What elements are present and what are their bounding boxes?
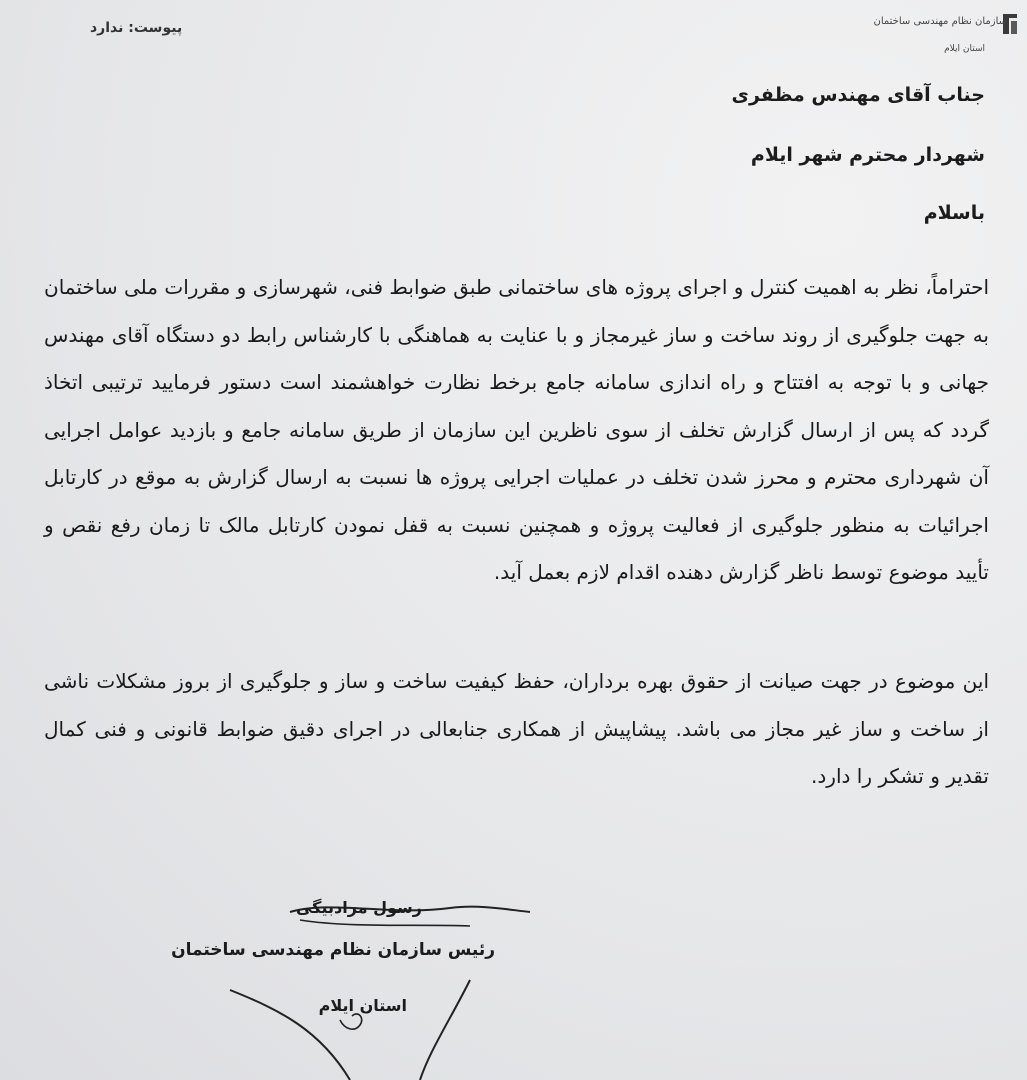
- body-paragraph-1: احتراماً، نظر به اهمیت کنترل و اجرای پروژه های ساختمانی طبق ضوابط فنی، شهرسازی و مقررات ملی ساختمان به جهت جلوگیری از روند ساخت و ساز غیرمجاز و با عنایت به هماهنگی با کارشناس رابط دو دستگاه آقای مهندس جهانی و با توجه به افتتاح و راه اندازی سامانه جامع برخط نظارت خواهشمند است دستور فرمایید ترتیبی اتخاذ گردد که پس از ارسال گزارش تخلف از سوی ناظرین این سازمان از طریق سامانه جامع و بازدید عوامل اجرایی آن شهرداری محترم و محرز شدن تخلف در عملیات اجرایی پروژه ها نسبت به ارسال گزارش به موقع در کارتابل اجرائیات به منظور جلوگیری از فعالیت پروژه و همچنین نسبت به قفل نمودن کارتابل مالک تا زمان رفع نقص و تأیید موضوع توسط ناظر گزارش دهنده اقدام لازم بعمل آید.: [44, 275, 989, 584]
- recipient-title: شهردار محترم شهر ایلام: [750, 144, 985, 166]
- recipient-name: جناب آقای مهندس مظفری: [731, 84, 985, 106]
- signer-province: استان ایلام: [318, 996, 407, 1015]
- signer-title: رئیس سازمان نظام مهندسی ساختمان: [171, 940, 495, 960]
- letterhead-org-name: سازمان نظام مهندسی ساختمان: [873, 16, 1007, 27]
- signer-name: رسول مرادبیگی: [295, 898, 422, 917]
- letterhead: [873, 4, 1025, 60]
- body-paragraph-2: این موضوع در جهت صیانت از حقوق بهره برداران، حفظ کیفیت ساخت و ساز و جلوگیری از بروز مشکلات ناشی از ساخت و ساز غیر مجاز می باشد. پیشاپیش از همکاری جنابعالی در اجرای دقیق ضوابط قانونی و فنی کمال تقدیر و تشکر را دارد.: [44, 669, 989, 788]
- attachment-note: پیوست: ندارد: [90, 20, 183, 36]
- letterhead-province: استان ایلام: [944, 44, 985, 54]
- greeting: باسلام: [923, 202, 985, 224]
